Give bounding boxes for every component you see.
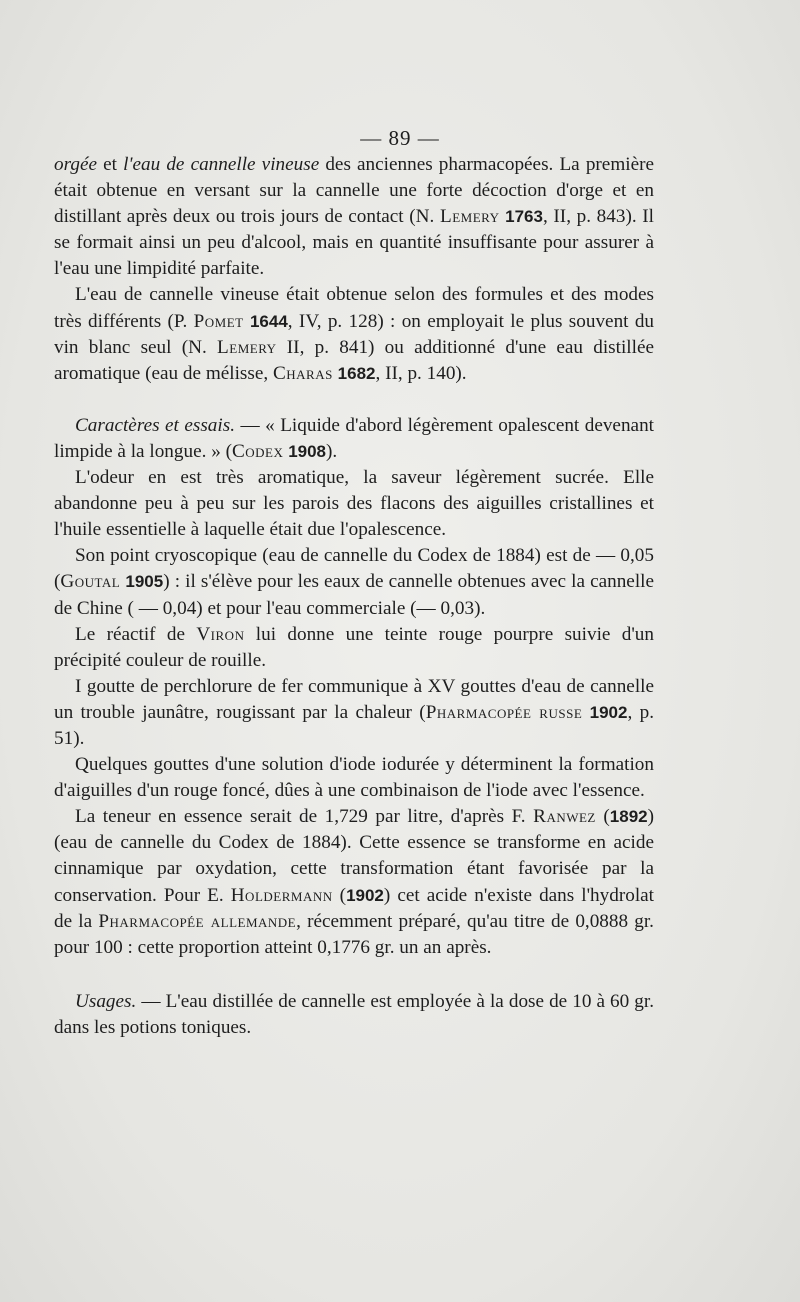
- paragraph: L'odeur en est très aromatique, la saveur légèrement sucrée. Elle abandonne peu à peu sur les parois des flacons des aiguilles cristallines et l'huile essentielle à laquelle était due l'opalescence.: [54, 467, 654, 541]
- paragraph: La teneur en essence serait de 1,729 par litre, d'après F. Ranwez (1892) (eau de cannelle du Codex de 1884). Cette essence se transforme en acide cinnamique par oxydation, cette transformation étant favorisée par la conservation. Pour E. Holdermann (1902) cet acide n'existe dans l'hydrolat de la Pharmacopée allemande, récemment préparé, qu'au titre de 0,0888 gr. pour 100 : cette proportion atteint 0,1776 gr. un an après.: [54, 806, 655, 958]
- section-usages: Usages. — L'eau distillée de cannelle est employée à la dose de 10 à 60 gr. dans les potions toniques.: [54, 990, 654, 1038]
- section-heading: Usages.: [75, 990, 137, 1012]
- section-heading: Caractères et essais.: [75, 414, 235, 436]
- paragraph: Quelques gouttes d'une solution d'iode iodurée y déterminent la formation d'aiguilles d'un rouge foncé, dûes à une combinaison de l'iode avec l'essence.: [54, 754, 654, 802]
- section-caracteres: Caractères et essais. — « Liquide d'abord légèrement opalescent devenant limpide à la longue. » (Codex 1908).: [54, 414, 654, 462]
- paragraph: I goutte de perchlorure de fer communique à XV gouttes d'eau de cannelle un trouble jaunâtre, rougissant par la chaleur (Pharmacopée russe 1902, p. 51).: [54, 675, 654, 749]
- page-number: — 89 —: [360, 126, 440, 150]
- paragraph: orgée et l'eau de cannelle vineuse des anciennes pharmacopées. La première était obtenue en versant sur la cannelle une forte décoction d'orge et en distillant après deux ou trois jours de contact (N. Lemery 1763, II, p. 843). Il se formait ainsi un peu d'alcool, mais en quantité insuffisante pour assurer à l'eau une limpidité parfaite.: [54, 154, 655, 280]
- body-text: [54, 152, 654, 1041]
- paragraph: Son point cryoscopique (eau de cannelle du Codex de 1884) est de — 0,05 (Goutal 1905) : il s'élève pour les eaux de cannelle obtenues avec la cannelle de Chine ( — 0,04) et pour l'eau commerciale (— 0,03).: [54, 545, 655, 619]
- paragraph: L'eau de cannelle vineuse était obtenue selon des formules et des modes très différents (P. Pomet 1644, IV, p. 128) : on employait le plus souvent du vin blanc seul (N. Lemery II, p. 841) ou additionné d'une eau distillée aromatique (eau de mélisse, Charas 1682, II, p. 140).: [54, 284, 655, 384]
- paragraph: Le réactif de Viron lui donne une teinte rouge pourpre suivie d'un précipité couleur de rouille.: [54, 623, 654, 671]
